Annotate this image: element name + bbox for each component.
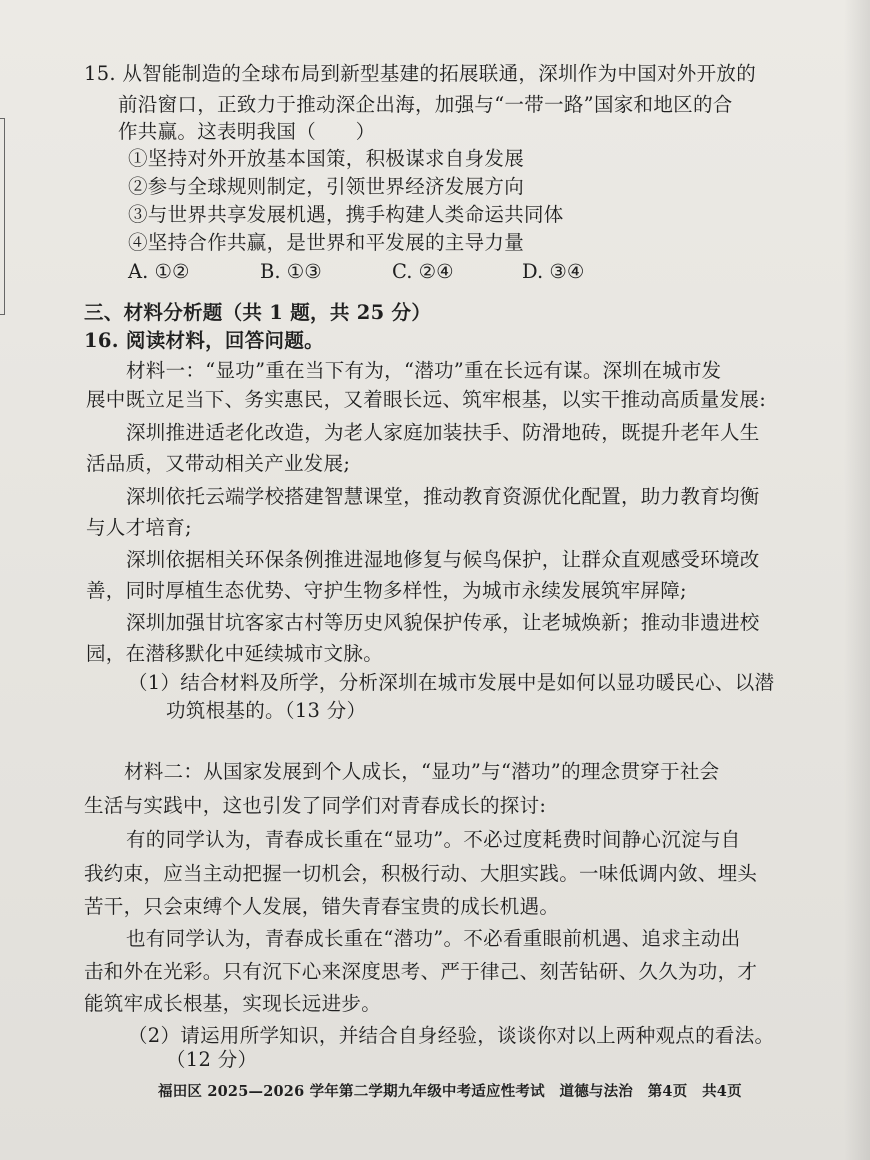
material2-line-4: 我约束，应当主动把握一切机会，积极行动、大胆实践。一味低调内敛、埋头: [84, 862, 758, 885]
material2-line-8: 能筑牢成长根基，实现长远进步。: [84, 992, 382, 1015]
q15-option-b: B. ①③: [260, 260, 322, 283]
page-edge-shadow: [844, 0, 870, 1160]
material1-line-9: 深圳加强甘坑客家古村等历史风貌保护传承，让老城焕新；推动非遗进校: [126, 611, 760, 634]
material2-line-5: 苦干，只会束缚个人发展，错失青春宝贵的成长机遇。: [84, 895, 560, 918]
q15-line-1: 15. 从智能制造的全球布局到新型基建的拓展联通，深圳作为中国对外开放的: [84, 62, 757, 85]
subquestion-2-line-1: （2）请运用所学知识，并结合自身经验，谈谈你对以上两种观点的看法。: [128, 1024, 775, 1047]
q15-statement-4: ④坚持合作共赢，是世界和平发展的主导力量: [128, 231, 525, 254]
material1-line-3: 深圳推进适老化改造，为老人家庭加装扶手、防滑地砖，既提升老年人生: [126, 421, 760, 444]
q15-statement-1: ①坚持对外开放基本国策，积极谋求自身发展: [128, 147, 525, 170]
material1-line-10: 园，在潜移默化中延续城市文脉。: [86, 642, 384, 665]
material1-line-7: 深圳依据相关环保条例推进湿地修复与候鸟保护，让群众直观感受环境改: [126, 548, 760, 571]
material2-line-7: 击和外在光彩。只有沉下心来深度思考、严于律己、刻苦钻研、久久为功，才: [84, 960, 758, 983]
section-title: 三、材料分析题（共 1 题，共 25 分）: [84, 301, 432, 324]
q15-statement-3: ③与世界共享发展机遇，携手构建人类命运共同体: [128, 203, 564, 226]
margin-binding-box: [0, 118, 5, 315]
material1-line-2: 展中既立足当下、务实惠民，又着眼长远、筑牢根基，以实干推动高质量发展:: [86, 388, 767, 411]
q15-option-c: C. ②④: [392, 260, 454, 283]
material2-line-1: 材料二：从国家发展到个人成长，“显功”与“潜功”的理念贯穿于社会: [124, 760, 720, 783]
subquestion-1-line-1: （1）结合材料及所学，分析深圳在城市发展中是如何以显功暖民心、以潜: [128, 671, 775, 694]
material2-line-2: 生活与实践中，这也引发了同学们对青春成长的探讨:: [84, 794, 547, 817]
material2-line-3: 有的同学认为，青春成长重在“显功”。不必过度耗费时间静心沉淀与自: [126, 828, 741, 851]
q15-line-2: 前沿窗口，正致力于推动深企出海，加强与“一带一路”国家和地区的合: [118, 93, 733, 116]
material1-line-4: 活品质，又带动相关产业发展;: [86, 452, 351, 475]
q15-option-a: A. ①②: [128, 260, 190, 283]
subquestion-2-line-2: （12 分）: [166, 1048, 258, 1071]
material1-line-6: 与人才培育;: [86, 516, 192, 539]
q16-stem: 16. 阅读材料，回答问题。: [84, 329, 324, 352]
material1-line-5: 深圳依托云端学校搭建智慧课堂，推动教育资源优化配置，助力教育均衡: [126, 485, 760, 508]
q15-line-3: 作共赢。这表明我国（ ）: [118, 120, 376, 143]
subquestion-1-line-2: 功筑根基的。（13 分）: [166, 699, 367, 722]
q15-option-d: D. ③④: [522, 260, 585, 283]
material1-line-8: 善，同时厚植生态优势、守护生物多样性，为城市永续发展筑牢屏障;: [86, 579, 687, 602]
material2-line-6: 也有同学认为，青春成长重在“潜功”。不必看重眼前机遇、追求主动出: [126, 927, 741, 950]
q15-statement-2: ②参与全球规则制定，引领世界经济发展方向: [128, 175, 525, 198]
material1-line-1: 材料一：“显功”重在当下有为，“潜功”重在长远有谋。深圳在城市发: [126, 359, 722, 382]
page-footer: 福田区 2025—2026 学年第二学期九年级中考适应性考试 道德与法治 第4页 共4页: [158, 1083, 742, 1100]
